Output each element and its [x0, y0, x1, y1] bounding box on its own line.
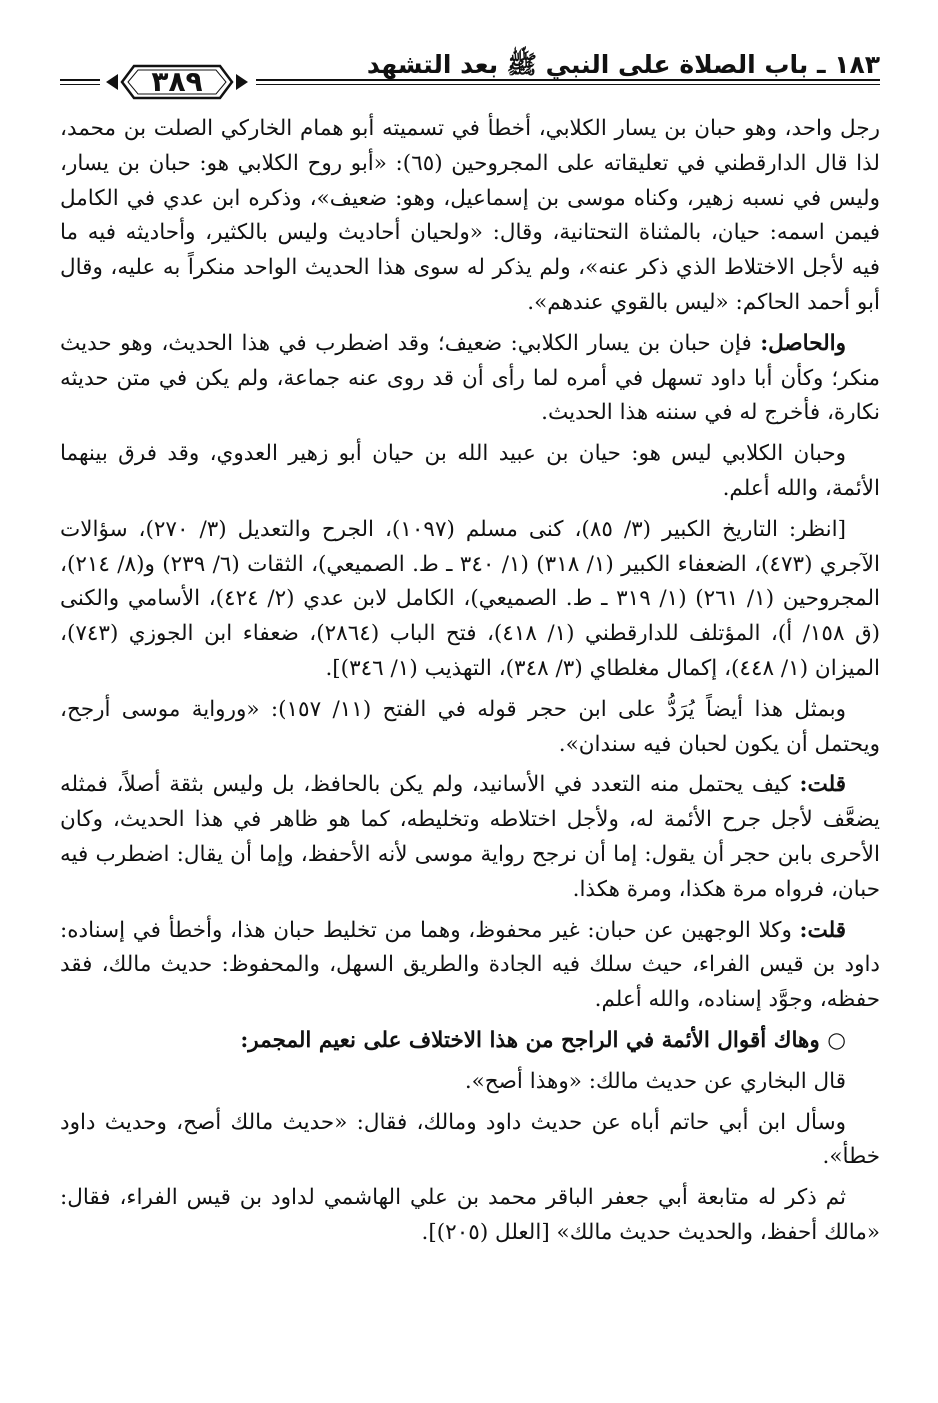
paragraph-5 — [60, 693, 880, 763]
paragraph-1 — [60, 112, 880, 321]
header-rule-left-thin — [60, 84, 100, 85]
bullet-heading — [60, 1024, 880, 1059]
page-number-frame — [104, 62, 250, 102]
paragraph-7 — [60, 914, 880, 1018]
paragraph-text: وسأل ابن أبي حاتم أباه عن حديث داود ومالك، فقال: «حديث مالك أصح، وحديث داود خطأ». — [60, 1109, 880, 1170]
paragraph-text: وبمثل هذا أيضاً يُرَدُّ على ابن حجر قوله في الفتح (١١/ ١٥٧): «ورواية موسى أرجح، ويحتمل أن يكون لحبان فيه سندان». — [60, 696, 880, 757]
paragraph-text: رجل واحد، وهو حبان بن يسار الكلابي، أخطأ في تسميته أبو همام الخاركي الصلت بن محمد، لذا قال الدارقطني في تعليقاته على المجروحين (٦٥): «أبو روح الكلابي هو: حبان بن يسار، وليس في نسبه زهير، وكناه موسى بن إسماعيل، وهو: ضعيف»، وذكره ابن عدي في الكامل فيمن اسمه: حيان، بالمثناة التحتانية، وقال: «ولحيان أحاديث وليس بالكثير، وأحاديثه فيه ما فيه لأجل الاختلاط الذي ذكر عنه»، ولم يذكر له سوى هذا الحديث الواحد منكراً به عليه، وقال أبو أحمد الحاكم: «ليس بالقوي عندهم». — [60, 116, 880, 315]
paragraph-lead: والحاصل: — [760, 330, 846, 356]
page-header — [60, 46, 880, 106]
paragraph-3 — [60, 437, 880, 507]
header-rule — [256, 79, 880, 81]
paragraph-6 — [60, 768, 880, 907]
chapter-title: ١٨٣ ـ باب الصلاة على النبي ﷺ بعد التشهد — [366, 50, 880, 79]
paragraph-lead: قلت: — [799, 772, 846, 798]
paragraph-9 — [60, 1106, 880, 1176]
paragraph-text: فإن حبان بن يسار الكلابي: ضعيف؛ وقد اضطرب في هذا الحديث، وهو حديث منكر؛ وكأن أبا داود تسهل في أمره لما رأى أن قد روى عنه جماعة، ولم يكن في متن حديثه نكارة، فأخرج له في سننه هذا الحديث. — [60, 330, 880, 426]
paragraph-lead: قلت: — [799, 917, 846, 943]
page-body — [60, 112, 880, 1257]
circle-bullet-icon: ○ — [827, 1027, 846, 1053]
bullet-heading-text: وهاك أقوال الأئمة في الراجح من هذا الاختلاف على نعيم المجمر: — [240, 1027, 820, 1053]
paragraph-2 — [60, 327, 880, 431]
paragraph-text: ثم ذكر له متابعة أبي جعفر الباقر محمد بن علي الهاشمي لداود بن قيس الفراء، فقال: «مالك أحفظ، والحديث حديث مالك» [العلل (٢٠٥)]. — [60, 1185, 880, 1245]
page-number: ٣٨٩ — [151, 65, 203, 98]
paragraph-4 — [60, 513, 880, 687]
paragraph-text: وحبان الكلابي ليس هو: حيان بن عبيد الله بن حيان أبو زهير العدوي، وقد فرق بينهما الأئمة، والله أعلم. — [60, 441, 880, 501]
paragraph-text: وكلا الوجهين عن حبان: غير محفوظ، وهما من تخليط حبان هذا، وأخطأ في إسناده: داود بن قيس الفراء، حيث سلك فيه الجادة والطريق السهل، والمحفوظ: حديث مالك، فقد حفظه، وجوَّد إسناده، والله أعلم. — [60, 917, 880, 1013]
paragraph-text: قال البخاري عن حديث مالك: «وهذا أصح». — [464, 1068, 846, 1094]
paragraph-8 — [60, 1065, 880, 1100]
header-rule-thin — [256, 84, 880, 85]
paragraph-10 — [60, 1181, 880, 1251]
header-rule-left — [60, 79, 100, 81]
paragraph-text: كيف يحتمل منه التعدد في الأسانيد، ولم يكن بالحافظ، بل وليس بثقة أصلاً، فمثله يضعَّف لأجل جرح الأئمة له، ولأجل اختلاطه وتخليطه، كما هو ظاهر في هذا الحديث، وكان الأحرى بابن حجر أن يقول: إما أن نرجح رواية موسى لأنه الأحفظ، وإما أن يقال: اضطرب فيه حبان، فرواه مرة هكذا، ومرة هكذا. — [60, 772, 880, 902]
paragraph-text: [انظر: التاريخ الكبير (٣/ ٨٥)، كنى مسلم (١٠٩٧)، الجرح والتعديل (٣/ ٢٧٠)، سؤالات الآجري (٤٧٣)، الضعفاء الكبير (١/ ٣١٨) (١/ ٣٤٠ ـ ط. الصميعي)، الثقات (٦/ ٢٣٩) و(٨/ ٢١٤)، المجروحين (١/ ٢٦١) (١/ ٣١٩ ـ ط. الصميعي)، الكامل لابن عدي (٢/ ٤٢٤)، الأسامي والكنى (ق ١٥٨/ أ)، المؤتلف للدارقطني (١/ ٤١٨)، فتح الباب (٢٨٦٤)، ضعفاء ابن الجوزي (٧٤٣)، الميزان (١/ ٤٤٨)، إكمال مغلطاي (٣/ ٣٤٨)، التهذيب (١/ ٣٤٦)]. — [60, 516, 881, 681]
